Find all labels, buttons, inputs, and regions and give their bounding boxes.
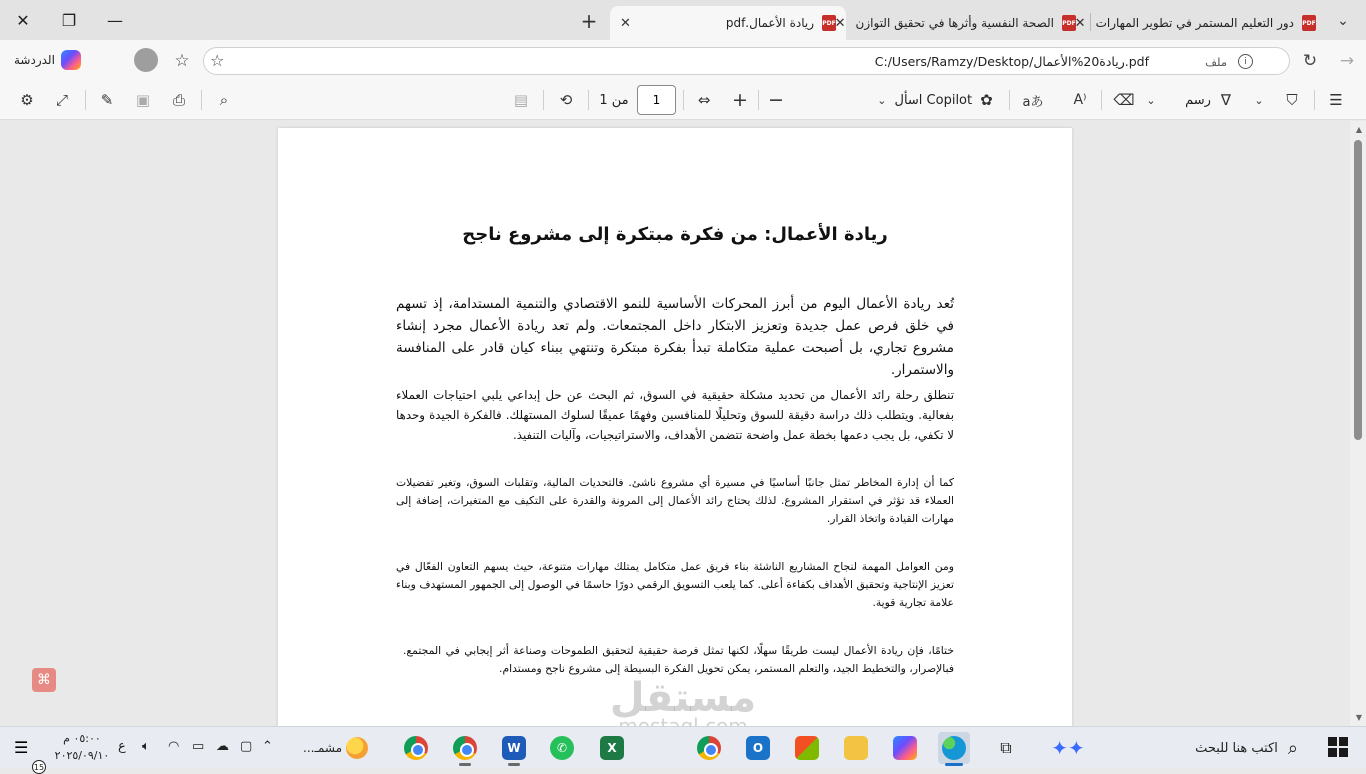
rotate-button[interactable]	[554, 88, 578, 112]
tab-mental-health[interactable]	[834, 6, 1086, 40]
highlighter-icon: ⛉	[1286, 91, 1298, 109]
save-edit-icon: ✎	[100, 91, 114, 109]
tab-separator	[1090, 13, 1091, 31]
tab-title: الصحة النفسية وأثرها في تحقيق التوازن	[855, 16, 1054, 30]
save-button[interactable]	[131, 88, 155, 112]
add-favorite-icon[interactable]: ☆	[210, 51, 225, 70]
scrollbar-thumb[interactable]	[1354, 140, 1362, 440]
search-placeholder: اكتب هنا للبحث	[1195, 740, 1278, 756]
taskbar-chrome-2[interactable]	[449, 732, 481, 764]
acrobat-icon[interactable]: ⌘	[32, 668, 56, 692]
restore-window-button[interactable]	[46, 0, 92, 40]
profile-avatar[interactable]	[134, 48, 158, 72]
volume-icon[interactable]: 🔈︎	[142, 739, 150, 754]
contents-button[interactable]	[1324, 88, 1348, 112]
minimize-window-button[interactable]	[92, 0, 138, 40]
tab-strip	[0, 0, 1366, 40]
read-aloud-icon: A⁾	[1073, 92, 1087, 108]
minus-icon: −	[768, 89, 784, 111]
sparkles-icon: ✦✦	[1051, 736, 1085, 760]
draw-pen-icon: ∇	[1220, 91, 1231, 109]
file-scheme-label: ملف	[1205, 55, 1227, 69]
toolbar-separator	[588, 90, 589, 110]
draw-options-button[interactable]	[1250, 88, 1268, 112]
close-tab-icon[interactable]: ✕	[834, 15, 846, 31]
word-icon: W	[502, 736, 526, 760]
page-total	[598, 88, 630, 112]
gear-icon: ⚙	[20, 91, 34, 109]
close-icon: ✕	[16, 10, 30, 30]
address-bar[interactable]	[203, 47, 1290, 75]
chrome-icon	[697, 736, 721, 760]
url-text: C:/Users/Ramzy/Desktop/ريادة20%الأعمال.pdf	[874, 54, 1149, 69]
clock-time: ٠٥:٠٠ م	[63, 732, 101, 745]
paragraph: ختامًا، فإن ريادة الأعمال ليست طريقًا سهلًا، لكنها تمثل فرصة حقيقية لتحقيق الطموحات وصناعة أثر إيجابي في المجتمع. فبالإصرار، والتخطيط الجيد، والتعلم المستمر، يمكن تحويل الفكرة البسيطة إلى مشروع ناجح ومستدام.	[403, 644, 954, 675]
toolbar-separator	[201, 90, 202, 110]
ask-copilot-button[interactable]	[870, 88, 1000, 112]
edge-icon	[942, 736, 966, 760]
chrome-icon	[453, 736, 477, 760]
taskbar-edge[interactable]	[938, 732, 970, 764]
clock[interactable]	[54, 730, 110, 764]
meet-now-icon[interactable]: ▢	[240, 739, 253, 754]
taskbar-task-view[interactable]	[990, 732, 1022, 764]
excel-icon: X	[600, 736, 624, 760]
taskbar-chrome-3[interactable]	[693, 732, 725, 764]
toolbar-separator	[543, 90, 544, 110]
weather-icon	[346, 737, 368, 759]
store-icon	[795, 736, 819, 760]
weather-widget[interactable]	[303, 733, 368, 763]
plus-icon: +	[732, 89, 748, 111]
chevron-down-icon: ⌄	[1146, 93, 1156, 107]
scroll-up-icon[interactable]: ▲	[1355, 125, 1362, 134]
show-hidden-icons[interactable]: ⌃	[262, 739, 273, 754]
fullscreen-button[interactable]	[50, 88, 74, 112]
settings-button[interactable]	[15, 88, 39, 112]
notification-count: 15	[32, 760, 46, 774]
task-view-icon: ⧉	[1000, 738, 1012, 757]
plus-icon: +	[580, 9, 598, 33]
zoom-in-button[interactable]	[728, 88, 752, 112]
printer-icon: ⎙	[172, 91, 185, 109]
eraser-icon: ⌫	[1113, 91, 1135, 109]
paragraph: ومن العوامل المهمة لنجاح المشاريع الناشئة بناء فريق عمل متكامل يمتلك مهارات متنوعة، حيث يسهم التعاون الفعّال في تعزيز الإنتاجية وتحقيق الأهداف بكفاءة أعلى. كما يلعب التسويق الرقمي دورًا حاسمًا في الوصول إلى الجمهور المستهدف وبناء علامة تجارية قوية.	[396, 560, 954, 609]
pdf-icon: PDF	[1062, 15, 1076, 31]
search-icon: ⌕	[219, 91, 229, 109]
start-button[interactable]	[1328, 737, 1348, 757]
taskbar	[0, 726, 1366, 772]
print-button[interactable]	[167, 88, 191, 112]
restore-icon: ❐	[61, 10, 77, 30]
taskbar-outlook[interactable]	[742, 732, 774, 764]
taskbar-word[interactable]	[498, 732, 530, 764]
paragraph: تنطلق رحلة رائد الأعمال من تحديد مشكلة حقيقية في السوق، ثم البحث عن حل إبداعي يلبي احتياجات العملاء بفعالية. ويتطلب ذلك دراسة دقيقة للسوق وتحليلًا للمنافسين وفهمًا عميقًا لسلوك المستهلك. فالفكرة الجيدة وحدها لا تكفي، بل يجب دعمها بخطة عمل واضحة تتضمن الأهداف، والاستراتيجيات، وآليات التنفيذ.	[396, 388, 954, 442]
minimize-icon: —	[107, 10, 123, 30]
taskbar-chrome-1[interactable]	[400, 732, 432, 764]
chat-label: الدردشة	[14, 53, 55, 67]
taskbar-excel[interactable]	[596, 732, 628, 764]
taskbar-store[interactable]	[791, 732, 823, 764]
taskbar-search[interactable]	[1026, 731, 1306, 765]
zoom-out-button[interactable]	[764, 88, 788, 112]
paragraph: تُعد ريادة الأعمال اليوم من أبرز المحركات الأساسية للنمو الاقتصادي والتنمية المستدامة، إذ تسهم في خلق فرص عمل جديدة وتعزيز الابتكار داخل المجتمعات. ولم تعد ريادة الأعمال مجرد إنشاء مشروع تجاري، بل أصبحت عملية متكاملة تبدأ بفكرة مبتكرة وتنتهي ببناء كيان قادر على المنافسة والاستمرار.	[396, 296, 954, 378]
outlook-icon: O	[746, 736, 770, 760]
tab-title: ريادة الأعمال.pdf	[725, 16, 814, 30]
active-indicator	[459, 763, 471, 766]
refresh-icon: ↻	[1302, 51, 1318, 71]
page-view-button[interactable]	[509, 88, 533, 112]
chrome-icon	[404, 736, 428, 760]
fit-width-button[interactable]	[692, 88, 716, 112]
copilot-outline-icon: ✿	[980, 91, 993, 109]
taskbar-file-explorer[interactable]	[840, 732, 872, 764]
chevron-down-icon: ⌄	[1254, 93, 1264, 107]
tab-title: دور التعليم المستمر في تطوير المهارات	[1095, 16, 1294, 30]
save-as-button[interactable]	[95, 88, 119, 112]
tab-ryada[interactable]	[610, 6, 846, 40]
pdf-icon: PDF	[822, 15, 836, 31]
favorites-button[interactable]	[169, 48, 195, 74]
file-explorer-icon	[844, 736, 868, 760]
toolbar-separator	[758, 90, 759, 110]
translate-button[interactable]	[1021, 88, 1045, 112]
page-view-icon: ▤	[513, 91, 529, 109]
battery-icon[interactable]: ▭	[192, 739, 205, 754]
notification-icon: ☰	[14, 738, 29, 757]
favorites-icon: ☆	[174, 51, 190, 71]
highlight-button[interactable]	[1280, 88, 1304, 112]
notifications-button[interactable]	[14, 738, 45, 772]
search-icon: ⌕	[1287, 737, 1298, 759]
find-button[interactable]	[212, 88, 236, 112]
pdf-icon: PDF	[1302, 15, 1316, 31]
weather-label: مشمـ...	[303, 741, 343, 755]
refresh-button[interactable]	[1297, 48, 1323, 74]
close-tab-icon[interactable]: ✕	[620, 15, 631, 31]
clock-date: ٢٠٢٥/٠٩/١٠	[54, 749, 110, 762]
draw-label: رسم	[1185, 92, 1211, 108]
save-icon: ▣	[135, 91, 151, 109]
expand-icon: ⤢	[55, 91, 68, 109]
erase-button[interactable]	[1112, 88, 1136, 112]
taskbar-copilot[interactable]	[889, 732, 921, 764]
read-aloud-button[interactable]	[1068, 88, 1092, 112]
document-title: ريادة الأعمال: من فكرة مبتكرة إلى مشروع ناجح	[462, 224, 888, 245]
whatsapp-icon: ✆	[550, 736, 574, 760]
taskbar-whatsapp[interactable]	[546, 732, 578, 764]
toolbar-separator	[1314, 90, 1315, 110]
page-number-input[interactable]: 1	[637, 85, 676, 115]
back-button[interactable]	[1334, 48, 1360, 74]
pdf-page	[278, 128, 1072, 728]
chevron-down-icon: ⌄	[877, 93, 887, 107]
wifi-icon[interactable]: ◠	[168, 739, 180, 754]
fit-width-icon: ⇔	[697, 91, 711, 109]
draw-button[interactable]	[1172, 88, 1244, 112]
close-tab-icon[interactable]: ✕	[1074, 15, 1086, 31]
input-language[interactable]: ع	[118, 739, 126, 754]
paragraph: كما أن إدارة المخاطر تمثل جانبًا أساسيًا في مسيرة أي مشروع ناشئ. فالتحديات المالية، وتقلبات السوق، وتغير تفضيلات العملاء قد تؤثر في استقرار المشروع. لذلك يحتاج رائد الأعمال إلى المرونة والقدرة على التكيف مع المتغيرات، إضافة إلى مهارات القيادة واتخاذ القرار.	[396, 476, 954, 525]
erase-options-button[interactable]	[1142, 88, 1160, 112]
new-tab-button[interactable]	[576, 8, 602, 34]
close-window-button[interactable]	[0, 0, 46, 40]
active-indicator	[945, 763, 963, 766]
toolbar-separator	[85, 90, 86, 110]
copilot-chat-button[interactable]	[8, 47, 87, 73]
onedrive-icon[interactable]: ☁	[216, 739, 229, 754]
scroll-down-icon[interactable]: ▼	[1355, 713, 1362, 722]
active-indicator	[508, 763, 520, 766]
tab-actions-button[interactable]	[1330, 8, 1356, 34]
copilot-icon	[61, 50, 81, 70]
ask-copilot-label: اسأل Copilot	[894, 92, 973, 108]
list-icon: ☰	[1329, 91, 1343, 109]
watermark-arabic: مستقل	[609, 675, 757, 721]
toolbar-separator	[1009, 90, 1010, 110]
copilot-icon	[893, 736, 917, 760]
tab-continuous-learning[interactable]	[1074, 6, 1326, 40]
arrow-right-icon: →	[1339, 51, 1355, 71]
page-total-label: من 1	[599, 92, 629, 108]
chevron-down-icon: ⌄	[1337, 13, 1349, 29]
rotate-icon: ⟲	[559, 91, 573, 109]
toolbar-separator	[683, 90, 684, 110]
system-tray	[0, 727, 380, 772]
toolbar-separator	[1101, 90, 1102, 110]
info-icon[interactable]: i	[1238, 54, 1253, 69]
translate-icon: aあ	[1022, 94, 1044, 110]
